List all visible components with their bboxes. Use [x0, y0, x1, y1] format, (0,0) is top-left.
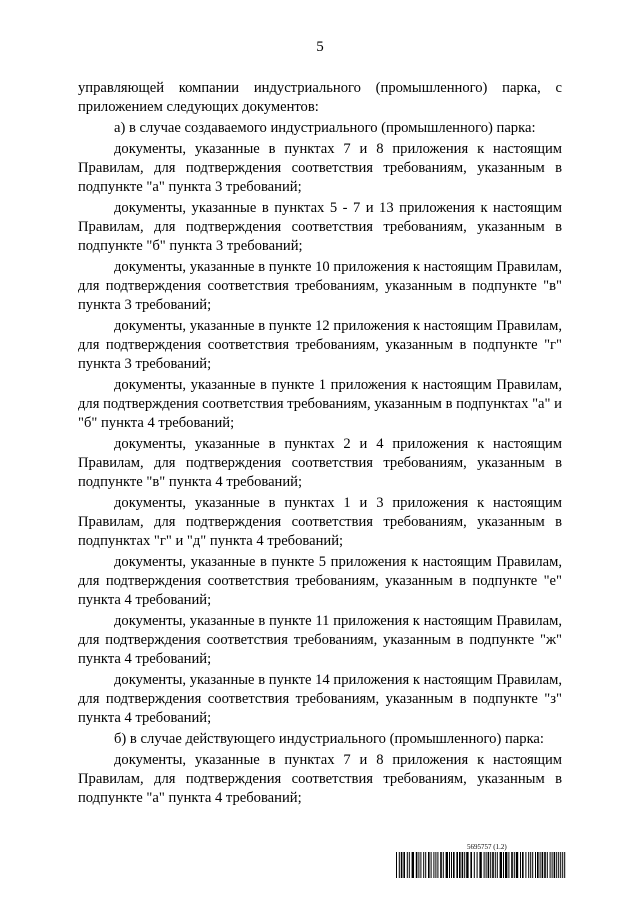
barcode-bar	[525, 852, 526, 878]
barcode-bar	[399, 852, 400, 878]
barcode-bar	[564, 852, 565, 878]
barcode-bar	[560, 852, 561, 878]
paragraph: документы, указанные в пункте 10 приложения к настоящим Правилам, для подтверждения соответствия требованиям, указанным в подпункте "в" пункта 3 требований;	[78, 259, 562, 313]
barcode-bar	[443, 852, 444, 878]
paragraph: документы, указанные в пунктах 2 и 4 приложения к настоящим Правилам, для подтверждения соответствия требованиям, указанным в подпункте "в" пункта 4 требований;	[78, 436, 562, 490]
barcode-bar	[497, 852, 498, 878]
barcode-bar	[535, 852, 536, 878]
paragraph: документы, указанные в пункте 11 приложения к настоящим Правилам, для подтверждения соответствия требованиям, указанным в подпункте "ж" пункта 4 требований;	[78, 613, 562, 667]
barcode-bar	[514, 852, 515, 878]
document-body	[78, 79, 562, 810]
barcode-bar	[479, 852, 481, 878]
barcode-bar	[542, 852, 544, 878]
barcode-bar	[420, 852, 421, 878]
barcode-bar	[474, 852, 475, 878]
barcode-bar	[459, 852, 461, 878]
barcode-bar	[484, 852, 485, 878]
barcode-bar	[425, 852, 426, 878]
paragraph: документы, указанные в пункте 12 приложения к настоящим Правилам, для подтверждения соответствия требованиям, указанным в подпункте "г" пункта 3 требований;	[78, 318, 562, 372]
barcode-bar	[516, 852, 518, 878]
barcode-bar	[511, 852, 513, 878]
barcode-bar	[522, 852, 524, 878]
barcode-bar	[537, 852, 539, 878]
barcode-bar	[464, 852, 465, 878]
barcode-bar	[466, 852, 468, 878]
barcode-bar	[462, 852, 464, 878]
barcode-bar	[446, 852, 448, 878]
barcode-bar	[407, 852, 408, 878]
barcode-bar	[528, 852, 529, 878]
barcode-bar	[530, 852, 531, 878]
barcode-bar	[396, 852, 397, 878]
barcode-bar	[495, 852, 496, 878]
paragraph-continuation: управляющей компании индустриального (промышленного) парка, с приложением следующих документов:	[78, 80, 562, 115]
barcode-bar	[449, 852, 450, 878]
paragraph: документы, указанные в пункте 1 приложения к настоящим Правилам, для подтверждения соответствия требованиям, указанным в подпунктах "а" и "б" пункта 4 требований;	[78, 377, 562, 431]
barcode-bar	[403, 852, 405, 878]
barcode-bar	[486, 852, 487, 878]
barcode-bar	[558, 852, 559, 878]
paragraph-subitem-a: а) в случае создаваемого индустриального (промышленного) парка:	[114, 120, 536, 136]
paragraph: документы, указанные в пунктах 5 - 7 и 13 приложения к настоящим Правилам, для подтверждения соответствия требованиям, указанным в подпункте "б" пункта 3 требований;	[78, 200, 562, 254]
barcode-bar	[431, 852, 432, 878]
barcode-bar	[456, 852, 458, 878]
barcode-bar	[477, 852, 478, 878]
barcode-bar	[437, 852, 438, 878]
barcode-bar	[500, 852, 502, 878]
barcode-bar	[556, 852, 557, 878]
barcode-bar	[418, 852, 419, 878]
barcode-bar	[505, 852, 507, 878]
barcode-bar	[492, 852, 494, 878]
barcode-bar	[540, 852, 541, 878]
barcode-bar	[490, 852, 491, 878]
barcode-number: 5695757 (1.2)	[467, 843, 507, 851]
barcode-bar	[554, 852, 556, 878]
barcode-bar	[409, 852, 410, 878]
paragraph: документы, указанные в пункте 5 приложения к настоящим Правилам, для подтверждения соответствия требованиям, указанным в подпункте "е" пункта 4 требований;	[78, 554, 562, 608]
barcode-bar	[532, 852, 533, 878]
barcode-bar	[423, 852, 424, 878]
barcode-bar	[488, 852, 490, 878]
barcode-bar	[562, 852, 563, 878]
paragraph: документы, указанные в пунктах 1 и 3 приложения к настоящим Правилам, для подтверждения соответствия требованиям, указанным в подпунктах "г" и "д" пункта 4 требований;	[78, 495, 562, 549]
barcode-bar	[451, 852, 452, 878]
barcode-bar	[453, 852, 455, 878]
barcode-bar	[547, 852, 548, 878]
barcode-bar	[412, 852, 414, 878]
barcode-bar	[433, 852, 434, 878]
barcode-bar	[440, 852, 442, 878]
barcode-bar	[503, 852, 504, 878]
paragraph: документы, указанные в пункте 14 приложения к настоящим Правилам, для подтверждения соответствия требованиям, указанным в подпункте "з" пункта 4 требований;	[78, 672, 562, 726]
barcode-bar	[416, 852, 418, 878]
paragraph: документы, указанные в пунктах 7 и 8 приложения к настоящим Правилам, для подтверждения соответствия требованиям, указанным в подпункте "а" пункта 4 требований;	[78, 752, 562, 806]
barcode-bar	[508, 852, 509, 878]
barcode-bar	[401, 852, 403, 878]
paragraph-subitem-b: б) в случае действующего индустриального (промышленного) парка:	[114, 731, 544, 747]
barcode-bar	[550, 852, 551, 878]
page-number: 5	[316, 39, 324, 55]
barcode-bar	[428, 852, 430, 878]
barcode-bar	[544, 852, 546, 878]
paragraph: документы, указанные в пунктах 7 и 8 приложения к настоящим Правилам, для подтверждения соответствия требованиям, указанным в подпункте "а" пункта 3 требований;	[78, 141, 562, 195]
barcode	[396, 852, 566, 878]
barcode-bar	[520, 852, 521, 878]
barcode-bar	[552, 852, 553, 878]
barcode-bar	[435, 852, 436, 878]
barcode-bar	[470, 852, 472, 878]
